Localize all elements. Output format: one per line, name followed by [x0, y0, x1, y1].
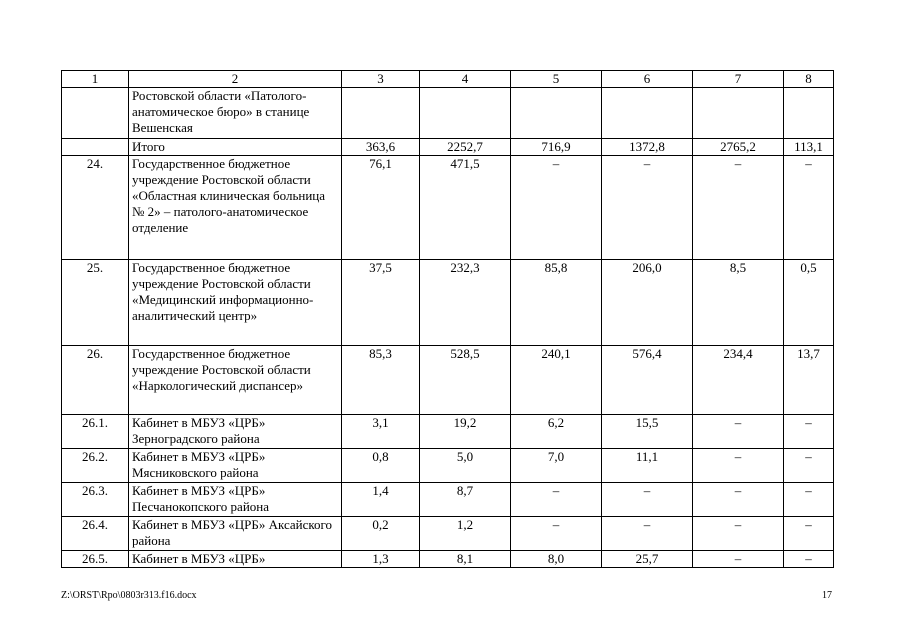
- value-cell: –: [784, 551, 834, 568]
- value-cell: –: [784, 156, 834, 260]
- value-cell: –: [511, 483, 602, 517]
- value-cell: 8,0: [511, 551, 602, 568]
- table-row: [62, 517, 834, 551]
- value-cell: –: [693, 551, 784, 568]
- table-row: [62, 156, 834, 260]
- value-cell: 5,0: [420, 449, 511, 483]
- value-cell: 6,2: [511, 415, 602, 449]
- row-number: 26.3.: [62, 483, 129, 517]
- header-cell: 4: [420, 71, 511, 88]
- value-cell: –: [602, 156, 693, 260]
- value-cell: 15,5: [602, 415, 693, 449]
- value-cell: 76,1: [342, 156, 420, 260]
- value-cell: 0,8: [342, 449, 420, 483]
- row-name: Кабинет в МБУЗ «ЦРБ» Аксайского района: [129, 517, 342, 551]
- value-cell: –: [511, 156, 602, 260]
- value-cell: 716,9: [511, 139, 602, 156]
- row-name: Кабинет в МБУЗ «ЦРБ» Зерноградского района: [129, 415, 342, 449]
- value-cell: 206,0: [602, 260, 693, 346]
- value-cell: 8,7: [420, 483, 511, 517]
- row-number: 26.2.: [62, 449, 129, 483]
- row-name: Итого: [129, 139, 342, 156]
- value-cell: 3,1: [342, 415, 420, 449]
- value-cell: –: [693, 449, 784, 483]
- row-number: [62, 88, 129, 139]
- row-number: 25.: [62, 260, 129, 346]
- value-cell: –: [602, 517, 693, 551]
- value-cell: 0,5: [784, 260, 834, 346]
- value-cell: 85,3: [342, 346, 420, 415]
- value-cell: [602, 88, 693, 139]
- value-cell: 1,2: [420, 517, 511, 551]
- value-cell: 2765,2: [693, 139, 784, 156]
- row-name: Государственное бюджетное учреждение Ростовской области «Областная клиническая больница № 2» – патолого-анатомическое отделение: [129, 156, 342, 260]
- value-cell: [420, 88, 511, 139]
- table-row: [62, 346, 834, 415]
- value-cell: [511, 88, 602, 139]
- value-cell: [784, 88, 834, 139]
- value-cell: 8,1: [420, 551, 511, 568]
- value-cell: –: [693, 517, 784, 551]
- value-cell: 19,2: [420, 415, 511, 449]
- footer-file-path: Z:\ORST\Rpo\0803r313.f16.docx: [61, 590, 197, 601]
- value-cell: 363,6: [342, 139, 420, 156]
- row-number: [62, 139, 129, 156]
- table-row: [62, 415, 834, 449]
- header-cell: 2: [129, 71, 342, 88]
- value-cell: 576,4: [602, 346, 693, 415]
- value-cell: 37,5: [342, 260, 420, 346]
- row-number: 26.5.: [62, 551, 129, 568]
- data-table: [61, 70, 834, 568]
- table-row: [62, 260, 834, 346]
- row-number: 24.: [62, 156, 129, 260]
- value-cell: 1,3: [342, 551, 420, 568]
- row-number: 26.4.: [62, 517, 129, 551]
- row-name: Ростовской области «Патолого-анатомическое бюро» в станице Вешенская: [129, 88, 342, 139]
- value-cell: 1,4: [342, 483, 420, 517]
- header-cell: 6: [602, 71, 693, 88]
- table-row: [62, 449, 834, 483]
- header-cell: 3: [342, 71, 420, 88]
- value-cell: 11,1: [602, 449, 693, 483]
- table-row: [62, 88, 834, 139]
- value-cell: 113,1: [784, 139, 834, 156]
- value-cell: –: [693, 415, 784, 449]
- row-name: Кабинет в МБУЗ «ЦРБ» Песчанокопского района: [129, 483, 342, 517]
- value-cell: 240,1: [511, 346, 602, 415]
- value-cell: 234,4: [693, 346, 784, 415]
- value-cell: 528,5: [420, 346, 511, 415]
- value-cell: –: [784, 517, 834, 551]
- value-cell: –: [784, 415, 834, 449]
- value-cell: 232,3: [420, 260, 511, 346]
- value-cell: –: [693, 483, 784, 517]
- value-cell: 2252,7: [420, 139, 511, 156]
- value-cell: 471,5: [420, 156, 511, 260]
- value-cell: 8,5: [693, 260, 784, 346]
- row-name: Кабинет в МБУЗ «ЦРБ» Мясниковского района: [129, 449, 342, 483]
- page-number: 17: [822, 590, 832, 601]
- value-cell: 1372,8: [602, 139, 693, 156]
- value-cell: 13,7: [784, 346, 834, 415]
- header-cell: 8: [784, 71, 834, 88]
- row-number: 26.1.: [62, 415, 129, 449]
- value-cell: –: [602, 483, 693, 517]
- table-body: [62, 71, 834, 568]
- value-cell: [342, 88, 420, 139]
- header-cell: 7: [693, 71, 784, 88]
- row-name: Государственное бюджетное учреждение Ростовской области «Медицинский информационно-аналитический центр»: [129, 260, 342, 346]
- value-cell: –: [784, 483, 834, 517]
- header-cell: 1: [62, 71, 129, 88]
- table-row-total: [62, 139, 834, 156]
- row-name: Кабинет в МБУЗ «ЦРБ»: [129, 551, 342, 568]
- value-cell: [693, 88, 784, 139]
- value-cell: –: [693, 156, 784, 260]
- value-cell: 7,0: [511, 449, 602, 483]
- row-number: 26.: [62, 346, 129, 415]
- header-cell: 5: [511, 71, 602, 88]
- value-cell: 25,7: [602, 551, 693, 568]
- value-cell: –: [511, 517, 602, 551]
- value-cell: –: [784, 449, 834, 483]
- row-name: Государственное бюджетное учреждение Ростовской области «Наркологический диспансер»: [129, 346, 342, 415]
- table-row: [62, 483, 834, 517]
- table-row: [62, 551, 834, 568]
- table-header-row: [62, 71, 834, 88]
- value-cell: 85,8: [511, 260, 602, 346]
- value-cell: 0,2: [342, 517, 420, 551]
